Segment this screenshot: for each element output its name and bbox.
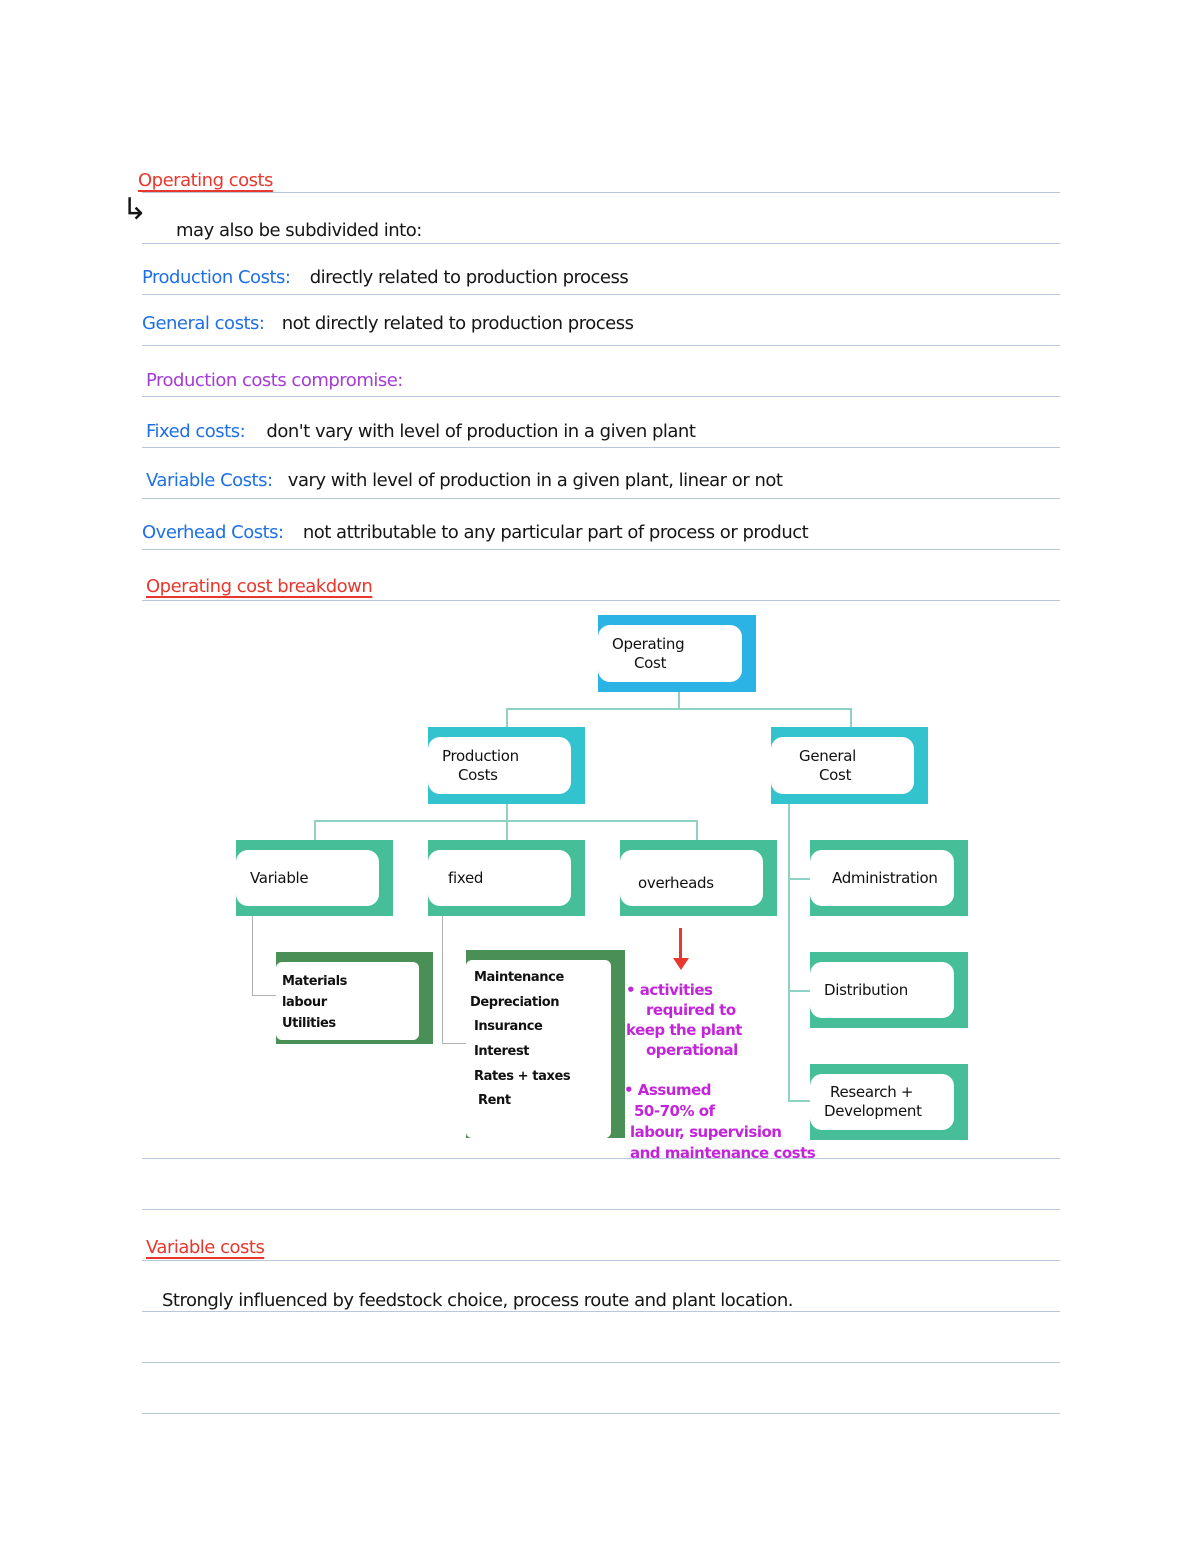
list-item: Materials — [282, 974, 347, 989]
cost-type-term: Variable Costs: — [146, 470, 273, 491]
connector — [506, 708, 852, 710]
node-label: Development — [824, 1102, 922, 1120]
variable-items-list — [282, 972, 419, 1034]
cost-type-text: vary with level of production in a given plant, linear or not — [287, 470, 783, 491]
list-item: labour — [282, 994, 327, 1010]
variable-items-box — [276, 952, 433, 1044]
node-variable — [236, 840, 393, 916]
rule-line — [142, 549, 1060, 550]
cost-type-variable — [146, 470, 782, 491]
rule-line — [142, 600, 1060, 601]
connector — [506, 820, 508, 840]
list-item: Utilities — [282, 1015, 336, 1031]
connector — [506, 708, 508, 728]
rule-line — [142, 192, 1060, 193]
node-label: Administration — [832, 868, 938, 887]
node-label: fixed — [448, 868, 484, 887]
node-administration — [810, 840, 968, 916]
node-production-costs — [428, 727, 585, 804]
note-line: required to — [646, 1001, 736, 1019]
definition-production — [142, 267, 628, 288]
node-distribution — [810, 952, 968, 1028]
node-label: Cost — [634, 653, 667, 672]
node-label: General — [799, 746, 857, 765]
curved-arrow-icon: ↳ — [122, 192, 147, 227]
node-label: overheads — [638, 873, 714, 892]
definition-term: General costs: — [142, 313, 265, 334]
cost-type-overhead — [142, 522, 808, 543]
arrow-head-icon — [673, 958, 689, 970]
note-line: operational — [646, 1041, 738, 1059]
rule-line — [142, 1209, 1060, 1210]
fixed-items-box — [466, 950, 625, 1138]
node-operating-cost — [598, 615, 756, 692]
note-line: • activities — [626, 981, 713, 999]
rule-line — [142, 447, 1060, 448]
node-overheads — [620, 840, 777, 916]
node-label: Costs — [458, 765, 498, 784]
definition-text: not directly related to production process — [281, 313, 634, 334]
heading-operating-cost-breakdown: Operating cost breakdown — [146, 576, 373, 597]
cost-type-text: don't vary with level of production in a given plant — [266, 421, 696, 442]
connector — [788, 878, 812, 880]
overhead-note-2 — [624, 1080, 815, 1164]
list-item: Depreciation — [470, 994, 560, 1010]
node-label: Cost — [819, 765, 852, 784]
connector — [788, 804, 790, 1102]
heading-operating-costs: Operating costs — [138, 170, 273, 191]
rule-line — [142, 1311, 1060, 1312]
list-item: Rates + taxes — [474, 1068, 571, 1084]
rule-line — [142, 1260, 1060, 1261]
connector — [252, 995, 276, 996]
note-line: keep the plant — [626, 1021, 742, 1039]
cost-type-fixed — [146, 421, 695, 442]
rule-line — [142, 498, 1060, 499]
heading-variable-costs: Variable costs — [146, 1237, 265, 1258]
node-label: Variable — [250, 868, 309, 887]
node-label: Production — [442, 746, 519, 765]
rule-line — [142, 243, 1060, 244]
cost-type-term: Overhead Costs: — [142, 522, 284, 543]
rule-line — [142, 1158, 1060, 1159]
connector — [314, 820, 316, 840]
list-item: Rent — [478, 1093, 511, 1109]
production-comprise: Production costs compromise: — [146, 370, 403, 391]
definition-text: directly related to production process — [309, 267, 629, 288]
connector — [442, 916, 443, 1044]
rule-line — [142, 1413, 1060, 1414]
note-line: and maintenance costs — [630, 1144, 816, 1162]
connector — [252, 916, 253, 996]
list-item: Maintenance — [474, 970, 564, 985]
node-general-cost — [771, 727, 928, 804]
note-line: labour, supervision — [630, 1123, 782, 1141]
connector — [442, 1043, 466, 1044]
connector — [788, 990, 812, 992]
rule-line — [142, 396, 1060, 397]
node-label: Distribution — [824, 980, 908, 999]
variable-costs-text: Strongly influenced by feedstock choice, process route and plant location. — [162, 1290, 793, 1311]
cost-type-text: not attributable to any particular part of process or product — [302, 522, 809, 543]
node-fixed — [428, 840, 585, 916]
list-item: Insurance — [474, 1019, 543, 1035]
definition-term: Production Costs: — [142, 267, 291, 288]
node-research-development — [810, 1064, 968, 1140]
rule-line — [142, 294, 1060, 295]
connector — [696, 820, 698, 840]
list-item: Interest — [474, 1044, 530, 1060]
rule-line — [142, 345, 1060, 346]
cost-type-term: Fixed costs: — [146, 421, 246, 442]
rule-line — [142, 1362, 1060, 1363]
note-line: 50-70% of — [634, 1102, 715, 1120]
note-line: • Assumed — [624, 1081, 711, 1099]
overhead-note-1 — [626, 980, 742, 1060]
subdivided-text: may also be subdivided into: — [176, 220, 422, 241]
connector — [850, 708, 852, 728]
fixed-items-list — [470, 966, 611, 1114]
definition-general — [142, 313, 633, 334]
node-label: Research + — [830, 1083, 914, 1102]
node-label: Operating — [612, 634, 685, 653]
